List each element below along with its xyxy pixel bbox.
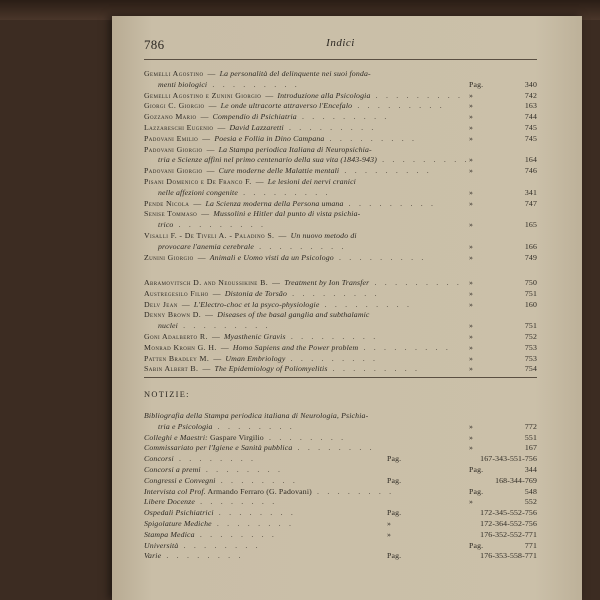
- notizie-leader: . . . . . . . .: [212, 421, 295, 431]
- entry-title: Le onde ultracorte attraverso l'Encefalo: [220, 101, 353, 111]
- notizie-label: Università: [144, 540, 179, 550]
- entry-title: David Lazzaretti: [229, 122, 284, 132]
- page-prefix: »: [469, 101, 474, 111]
- notizie-item: [144, 433, 537, 444]
- entry-title: Compendio di Psichiatria: [212, 112, 297, 122]
- notizie-detail: Armando Ferraro (G. Padovani): [207, 486, 312, 496]
- entry-title: L'Electro-choc et la psyco-physiologie: [193, 299, 320, 309]
- page-number-ref: 340: [524, 79, 537, 89]
- entry-author: Giorgi C. Giorgio: [144, 101, 205, 111]
- entry-separator: —: [210, 288, 223, 298]
- entry-leader: . . . . . . . . .: [358, 342, 451, 352]
- index-entry: [144, 289, 537, 300]
- page-prefix: Pag.: [469, 464, 484, 474]
- notizie-leader: . . . . . . . .: [263, 432, 347, 442]
- entry-separator: —: [205, 69, 218, 78]
- entry-separator: —: [204, 166, 217, 176]
- notizie-item: [144, 411, 537, 433]
- entry-author: Lazzareschi Eugenio: [144, 122, 214, 132]
- entry-separator: —: [195, 252, 208, 262]
- page-number-ref: 749: [524, 252, 537, 262]
- entry-title: Treatment by Ion Transfer: [284, 278, 370, 287]
- notizie-item: [144, 487, 537, 498]
- entry-author: Padovani Emilio: [144, 133, 199, 143]
- page-number-ref: 172-345-552-756: [480, 508, 537, 518]
- index-entry: [144, 354, 537, 365]
- page-number-ref: 548: [524, 486, 537, 496]
- notizie-leader: . . . . . . . .: [194, 529, 278, 539]
- notizie-label: Concorsi a premi: [144, 464, 201, 474]
- entry-separator: —: [191, 198, 204, 208]
- entry-author: Visalli F. - De Tiveli A. - Paladino S.: [144, 230, 275, 240]
- notizie-item: [144, 497, 537, 508]
- page-number-ref: 772: [524, 421, 537, 431]
- page-prefix: »: [469, 112, 474, 122]
- notizie-item: [144, 530, 537, 541]
- page-number-ref: 753: [524, 342, 537, 352]
- entry-leader: . . . . . . . . .: [283, 122, 377, 132]
- entry-title: menti biologici: [158, 79, 208, 89]
- entry-title: Cure moderne delle Malattie mentali: [218, 166, 340, 176]
- entry-title: Myasthenic Gravis: [224, 331, 286, 341]
- entry-leader: . . . . . . . . .: [343, 198, 437, 208]
- notizie-leader: . . . . . . . .: [211, 518, 295, 528]
- entry-leader: . . . . . . . . .: [285, 331, 379, 341]
- entry-title: Distonia de Torsão: [224, 288, 288, 298]
- notizie-continuation: [144, 422, 469, 433]
- notizie-detail: Gaspare Virgilio: [210, 432, 264, 442]
- page-number-ref: 160: [524, 299, 537, 309]
- entry-title: The Epidemiology of Poliomyelitis: [214, 364, 328, 374]
- entry-author: Gemelli Agostino: [144, 69, 204, 78]
- entry-title: Mussolini e Hitler dal punto di vista psichia-: [213, 209, 361, 219]
- page-prefix: »: [469, 187, 474, 197]
- page-number-ref: 751: [524, 321, 537, 331]
- entry-title: nelle affezioni congenite: [158, 187, 238, 197]
- entry-title: tria e Scienze affini nel primo centenario della sua vita (1843-943): [158, 155, 377, 165]
- entry-leader: . . . . . . . . .: [339, 166, 432, 176]
- page-number-ref: 750: [524, 278, 537, 287]
- entry-leader: . . . . . . . . .: [333, 252, 427, 262]
- entry-author: Sabin Albert B.: [144, 364, 199, 374]
- page-prefix: »: [469, 288, 474, 298]
- page-prefix: Pag.: [469, 486, 484, 496]
- entry-leader: . . . . . . . . .: [285, 353, 379, 363]
- page-number-ref: 745: [524, 133, 537, 143]
- notizie-leader: . . . . . . . .: [194, 497, 278, 507]
- entry-leader: . . . . . . . . .: [327, 364, 421, 374]
- entry-leader: . . . . . . . . .: [253, 241, 347, 251]
- entry-author: Pende Nicola: [144, 198, 190, 208]
- page-number-ref: 176-353-558-771: [480, 551, 537, 561]
- entry-leader: . . . . . . . . .: [370, 90, 464, 100]
- index-authors-italian: [144, 69, 537, 263]
- entry-leader: . . . . . . . . .: [237, 187, 331, 197]
- page-number-ref: 167: [524, 443, 537, 453]
- entry-title: Poesia e Follia in Dino Campana: [214, 133, 325, 143]
- index-entry: [144, 199, 537, 210]
- notizie-label: Concorsi: [144, 454, 174, 464]
- entry-author: Senise Tommaso: [144, 209, 198, 219]
- entry-title: Homo Sapiens and the Power problem: [232, 342, 359, 352]
- entry-continuation: [144, 80, 469, 91]
- entry-title: Le lesioni dei nervi cranici: [267, 176, 356, 186]
- entry-author: Abramovitsch D. and Neoussikine B.: [144, 278, 269, 287]
- page-prefix: »: [469, 90, 474, 100]
- notizie-item: [144, 454, 537, 465]
- notizie-item: [144, 508, 537, 519]
- index-entry: [144, 300, 537, 311]
- entry-continuation: [144, 220, 469, 231]
- notizie-heading: NOTIZIE:: [144, 390, 190, 399]
- entry-separator: —: [276, 230, 289, 240]
- entry-separator: —: [200, 364, 213, 374]
- notizie-item: [144, 541, 537, 552]
- index-entry: [144, 364, 537, 375]
- entry-title: provocare l'anemia cerebrale: [158, 241, 254, 251]
- page-number-ref: 754: [524, 364, 537, 374]
- page-prefix: »: [469, 278, 474, 287]
- notizie-item: [144, 443, 537, 454]
- page-number-ref: 752: [524, 331, 537, 341]
- index-entry: [144, 343, 537, 354]
- index-entry: [144, 91, 537, 102]
- entry-leader: . . . . . . . . .: [376, 155, 470, 165]
- entry-separator: —: [218, 342, 231, 352]
- page-prefix: Pag.: [387, 454, 402, 464]
- notizie-label: Ospedali Psichiatrici: [144, 508, 214, 518]
- page-number-ref: 552: [524, 497, 537, 507]
- page-prefix: Pag.: [469, 79, 484, 89]
- entry-separator: —: [209, 331, 222, 341]
- entry-leader: . . . . . . . . .: [324, 133, 418, 143]
- page-number-ref: 746: [524, 166, 537, 176]
- entry-separator: —: [253, 176, 266, 186]
- entry-author: Gemelli Agostino e Zunini Giorgio: [144, 90, 262, 100]
- page-number-ref: 744: [524, 112, 537, 122]
- page-number-ref: 753: [524, 353, 537, 363]
- page-number-ref: 176-352-552-771: [480, 529, 537, 539]
- notizie-item: [144, 519, 537, 530]
- notizie-leader: . . . . . . . .: [292, 443, 375, 453]
- page-prefix: »: [469, 299, 474, 309]
- notizie-label: Stampa Medica: [144, 529, 195, 539]
- entry-leader: . . . . . . . . .: [296, 112, 390, 122]
- page-number-ref: 172-364-552-756: [480, 518, 537, 528]
- entry-continuation: [144, 321, 469, 332]
- header-rule: [144, 59, 537, 60]
- running-title: Indici: [326, 37, 355, 49]
- page-number-ref: 341: [524, 187, 537, 197]
- entry-title: Uman Embriology: [225, 353, 286, 363]
- notizie-leader: . . . . . . . .: [161, 551, 244, 561]
- entry-title: trico: [158, 220, 174, 230]
- entry-leader: . . . . . . . . .: [173, 220, 267, 230]
- entry-author: Denny Brown D.: [144, 310, 202, 320]
- entry-title: Animali e Uomo visti da un Psicologo: [209, 252, 334, 262]
- page-header: [144, 36, 537, 56]
- notizie-list: [144, 411, 537, 562]
- page-prefix: »: [469, 155, 474, 165]
- entry-author: Monrad Krohn G. H.: [144, 342, 217, 352]
- entry-author: Padovani Giorgio: [144, 166, 203, 176]
- page-prefix: »: [469, 432, 474, 442]
- entry-leader: . . . . . . . . .: [177, 321, 271, 331]
- entry-author: Austregesilo Filho: [144, 288, 209, 298]
- page-prefix: »: [469, 364, 474, 374]
- notizie-label: tria e Psicologia: [158, 421, 213, 431]
- notizie-label: Libere Docenze: [144, 497, 195, 507]
- page-prefix: »: [469, 122, 474, 132]
- entry-author: Patten Bradley M.: [144, 353, 210, 363]
- page-prefix: »: [469, 331, 474, 341]
- notizie-label: Congressi e Convegni: [144, 475, 216, 485]
- page-number-ref: 747: [524, 198, 537, 208]
- entry-leader: . . . . . . . . .: [287, 288, 380, 298]
- page-prefix: »: [387, 518, 392, 528]
- entry-separator: —: [211, 353, 224, 363]
- index-entry: [144, 332, 537, 343]
- entry-separator: —: [263, 90, 276, 100]
- page-prefix: Pag.: [469, 540, 484, 550]
- page-number-ref: 551: [524, 432, 537, 442]
- index-entry: [144, 101, 537, 112]
- page-number-ref: 751: [524, 288, 537, 298]
- page-number-ref: 742: [524, 90, 537, 100]
- notizie-leader: . . . . . . . .: [200, 464, 284, 474]
- notizie-leader: . . . . . . . .: [213, 508, 297, 518]
- notizie-label: Bibliografia della Stampa periodica italiana di Neurologia, Psichia-: [144, 411, 369, 420]
- page-number-ref: 165: [524, 220, 537, 230]
- entry-continuation: [144, 188, 469, 199]
- notizie-label: Colleghi e Maestri:: [144, 432, 208, 442]
- notizie-leader: . . . . . . . .: [178, 540, 261, 550]
- page-prefix: Pag.: [387, 508, 402, 518]
- page-prefix: »: [469, 166, 474, 176]
- page-number-ref: 168-344-769: [495, 475, 537, 485]
- page-prefix: »: [469, 443, 474, 453]
- page-prefix: »: [469, 252, 474, 262]
- index-entry: [144, 112, 537, 123]
- entry-title: nuclei: [158, 321, 178, 331]
- notizie-label: Intervista col Prof.: [144, 486, 206, 496]
- entry-separator: —: [179, 299, 192, 309]
- page-prefix: »: [469, 321, 474, 331]
- entry-continuation: [144, 242, 469, 253]
- page-number-ref: 344: [524, 464, 537, 474]
- entry-author: Gozzano Mario: [144, 112, 197, 122]
- index-entry: [144, 278, 537, 289]
- page-number-ref: 771: [524, 540, 537, 550]
- index-entry: [144, 209, 537, 231]
- entry-author: Delv Jean: [144, 299, 178, 309]
- page-prefix: »: [469, 241, 474, 251]
- entry-title: La Scienza moderna della Persona umana: [205, 198, 344, 208]
- index-entry: [144, 231, 537, 253]
- book-page: [112, 16, 582, 600]
- page-number-ref: 167-343-551-756: [480, 454, 537, 464]
- entry-title: La Stampa periodica Italiana di Neuropsichia-: [218, 144, 372, 154]
- page-prefix: »: [469, 353, 474, 363]
- index-entry: [144, 166, 537, 177]
- notizie-label: Commissariato per l'Igiene e Sanità pubblica: [144, 443, 293, 453]
- page-prefix: »: [469, 198, 474, 208]
- index-entry: [144, 253, 537, 264]
- notizie-label: Varie: [144, 551, 162, 561]
- entry-author: Pisani Domenico e De Franco F.: [144, 176, 252, 186]
- index-authors-foreign: [144, 278, 537, 375]
- page-prefix: Pag.: [387, 551, 402, 561]
- notizie-item: [144, 551, 537, 562]
- page-number-ref: 745: [524, 122, 537, 132]
- page-number-ref: 166: [524, 241, 537, 251]
- entry-separator: —: [198, 112, 211, 122]
- entry-leader: . . . . . . . . .: [207, 79, 300, 89]
- entry-leader: . . . . . . . . .: [319, 299, 413, 309]
- notizie-label: Spigolature Mediche: [144, 518, 212, 528]
- entry-separator: —: [270, 278, 283, 287]
- index-entry: [144, 69, 537, 91]
- page-number: 786: [144, 37, 165, 52]
- entry-separator: —: [199, 209, 212, 219]
- entry-leader: . . . . . . . . .: [369, 278, 463, 287]
- index-entry: [144, 123, 537, 134]
- entry-title: Un nuovo metodo di: [290, 230, 357, 240]
- entry-separator: —: [206, 101, 219, 111]
- index-entry: [144, 134, 537, 145]
- entry-separator: —: [200, 133, 213, 143]
- entry-separator: —: [204, 144, 217, 154]
- page-number-ref: 163: [524, 101, 537, 111]
- entry-author: Zunini Giorgio: [144, 252, 194, 262]
- page-prefix: »: [469, 497, 474, 507]
- page-prefix: »: [469, 133, 474, 143]
- notizie-item: [144, 476, 537, 487]
- notizie-leader: . . . . . . . .: [173, 454, 257, 464]
- page-prefix: »: [469, 342, 474, 352]
- entry-author: Padovani Giorgio: [144, 144, 203, 154]
- notizie-leader: . . . . . . . .: [215, 475, 298, 485]
- section-rule: [144, 377, 537, 378]
- page-number-ref: 164: [524, 155, 537, 165]
- index-entry: [144, 310, 537, 332]
- entry-separator: —: [203, 310, 216, 320]
- entry-title: Diseases of the basal ganglia and subthalamic: [217, 310, 370, 320]
- page-prefix: Pag.: [387, 475, 402, 485]
- entry-leader: . . . . . . . . .: [352, 101, 445, 111]
- entry-separator: —: [215, 122, 228, 132]
- index-entry: [144, 145, 537, 167]
- entry-author: Goni Adalberto R.: [144, 331, 208, 341]
- page-prefix: »: [469, 220, 474, 230]
- notizie-item: [144, 465, 537, 476]
- entry-title: La personalità del delinquente nei suoi fonda-: [219, 69, 371, 78]
- entry-continuation: [144, 155, 469, 166]
- index-entry: [144, 177, 537, 199]
- page-prefix: »: [469, 421, 474, 431]
- page-prefix: »: [387, 529, 392, 539]
- entry-title: Introduzione alla Psicologia: [277, 90, 371, 100]
- notizie-leader: . . . . . . . .: [311, 486, 395, 496]
